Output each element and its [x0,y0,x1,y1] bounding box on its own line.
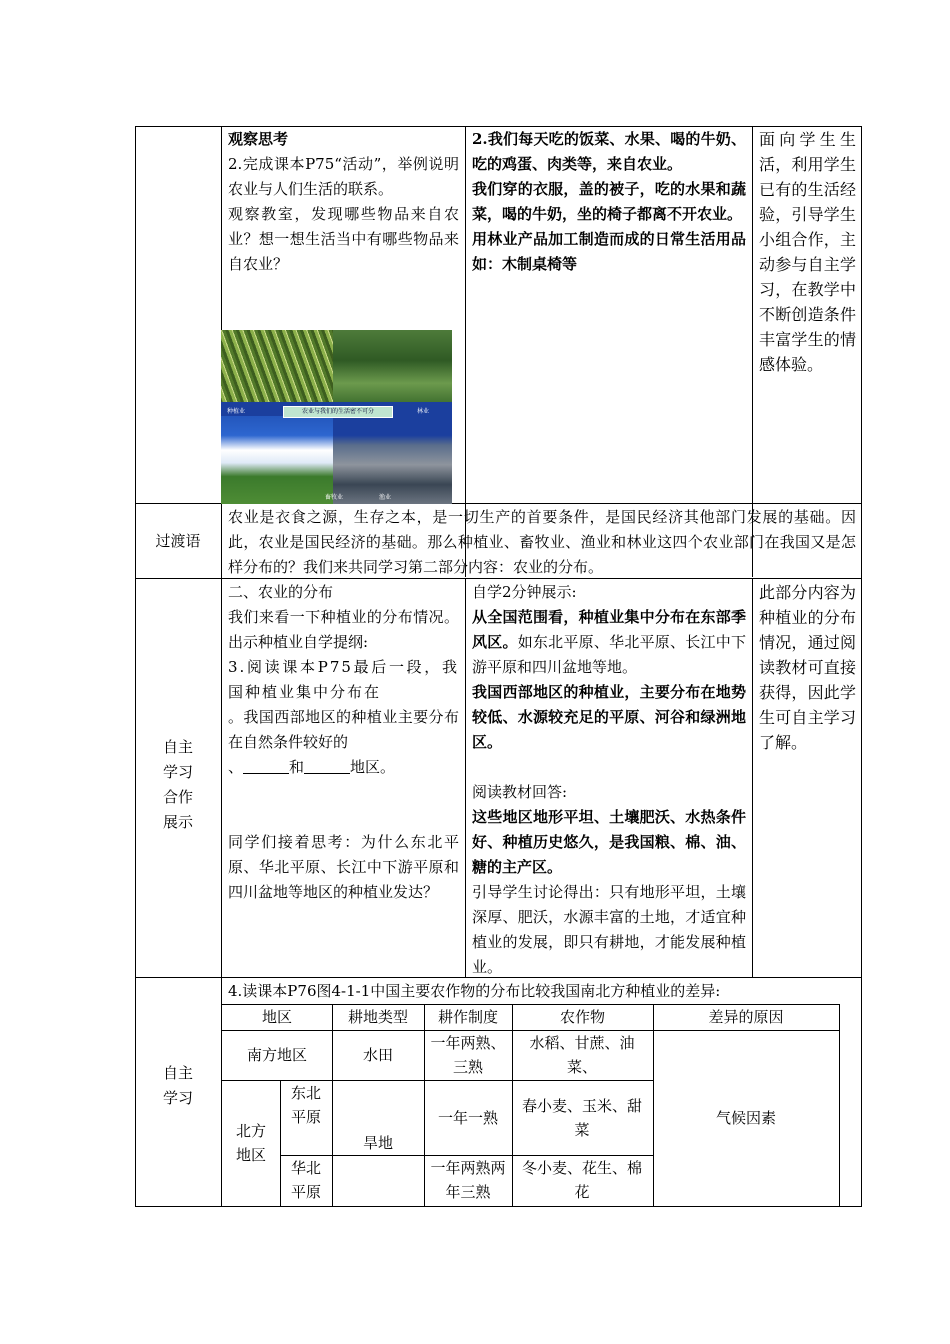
transition-label: 过渡语 [155,532,201,550]
northeast-crops: 春小麦、玉米、甜菜 [522,1097,643,1139]
header-reason: 差异的原因 [708,1008,784,1026]
answer-clothing: 我们穿的衣服，盖的被子，吃的水果和蔬菜，喝的牛奶，坐的椅子都离不开农业。 [472,180,746,223]
northeast-plain: 东北平原 [290,1084,321,1126]
observe-question: 观察教室，发现哪些物品来自农业？想一想生活当中有哪些物品来自农业？ [228,205,459,273]
answer-food: 2.我们每天吃的饭菜、水果、喝的牛奶、吃的鸡蛋、肉类等，来自农业。 [472,130,746,173]
question-3a: 3.阅读课本P75最后一段，我国种植业集中分布在 [228,658,459,701]
question-3b: 。我国西部地区的种植业主要分布在自然条件较好的 [228,708,459,751]
label-fishery: 渔业 [379,494,392,501]
discussion-conclusion: 引导学生讨论得出：只有地形平坦，土壤深厚、肥沃，水源丰富的土地，才适宜种植业的发展，即只有耕地，才能发展种植业。 [472,883,746,976]
label-planting: 种植业 [227,408,246,415]
transition-text: 农业是衣食之源，生存之本，是一切生产的首要条件，是国民经济其他部门发展的基础。因此，农业是国民经济的基础。那么种植业、畜牧业、渔业和林业这四个农业部门在我国又是怎样分布的？我们来共同学习第二部分内容：农业的分布。 [228,508,856,576]
agriculture-collage-image [221,330,452,504]
label-forestry: 林业 [417,408,430,415]
design-note-2: 此部分内容为种植业的分布情况，通过阅读教材可直接获得，因此学生可自主学习了解。 [759,583,856,752]
distribution-question-cell [222,580,465,905]
observe-think-cell [222,127,465,277]
south-region: 南方地区 [246,1046,307,1064]
north-land: 旱地 [362,1134,393,1152]
distribution-heading: 二、农业的分布 [228,583,334,601]
think-question: 同学们接着思考：为什么东北平原、华北平原、长江中下游平原和四川盆地等地区的种植业发达？ [228,833,459,901]
design-note-1: 面向学生生活，利用学生已有的生活经验，引导学生小组合作，主动参与自主学习，在教学中不断创造条件丰富学生的情感体验。 [759,130,856,374]
question-4: 4.读课本P76图4-1-1中国主要农作物的分布比较我国南北方种植业的差异: [228,982,721,1000]
question-3c: 、 和 地区。 [228,758,396,776]
label-livestock: 畜牧业 [325,494,344,501]
header-region: 地区 [261,1008,292,1026]
answer-cell-2 [466,580,752,980]
northeast-system: 一年一熟 [437,1109,498,1127]
read-textbook: 阅读教材回答: [472,783,568,801]
answer-cell-1 [466,127,752,277]
answer-blank-2[interactable] [304,757,350,774]
observe-think-title: 观察思考 [228,130,289,148]
header-land-type: 耕地类型 [347,1008,408,1026]
header-crops: 农作物 [559,1008,605,1026]
answer-blank-1[interactable] [243,757,289,774]
collage-caption: 农业与我们的生活密不可分 [283,406,393,418]
distribution-intro: 我们来看一下种植业的分布情况。出示种植业自学提纲: [228,608,459,651]
north-china-crops: 冬小麦、花生、棉花 [522,1159,643,1201]
north-china-system: 一年两熟两年三熟 [430,1159,506,1201]
south-land: 水田 [362,1046,393,1064]
answer-west: 我国西部地区的种植业，主要分布在地势较低、水源较充足的平原、河谷和绿洲地区。 [472,683,746,751]
answer-main-producing: 这些地区地形平坦、土壤肥沃、水热条件好、种植历史悠久，是我国粮、棉、油、糖的主产区。 [472,808,746,876]
section-label-self-study: 自主 学习 [162,1064,193,1107]
question-2: 2.完成课本P75“活动”，举例说明农业与人们生活的联系。 [228,155,459,198]
difference-reason: 气候因素 [715,1109,776,1127]
answer-forestry-products: 用林业产品加工制造而成的日常生活用品 如：木制桌椅等 [472,230,746,273]
south-system: 一年两熟、三熟 [430,1034,506,1076]
header-farming-system: 耕作制度 [437,1008,498,1026]
section-label-self-study-cooperate: 自主 学习 合作 展示 [162,738,193,831]
north-china-plain: 华北平原 [290,1159,321,1201]
south-crops: 水稻、甘蔗、油菜、 [529,1034,635,1076]
answer-east-monsoon: 从全国范围看，种植业集中分布在东部季风区。如东北平原、华北平原、长江中下游平原和四川盆地等地。 [472,608,746,676]
self-study-show: 自学2分钟展示: [472,583,577,601]
north-region: 北方地区 [235,1122,266,1164]
